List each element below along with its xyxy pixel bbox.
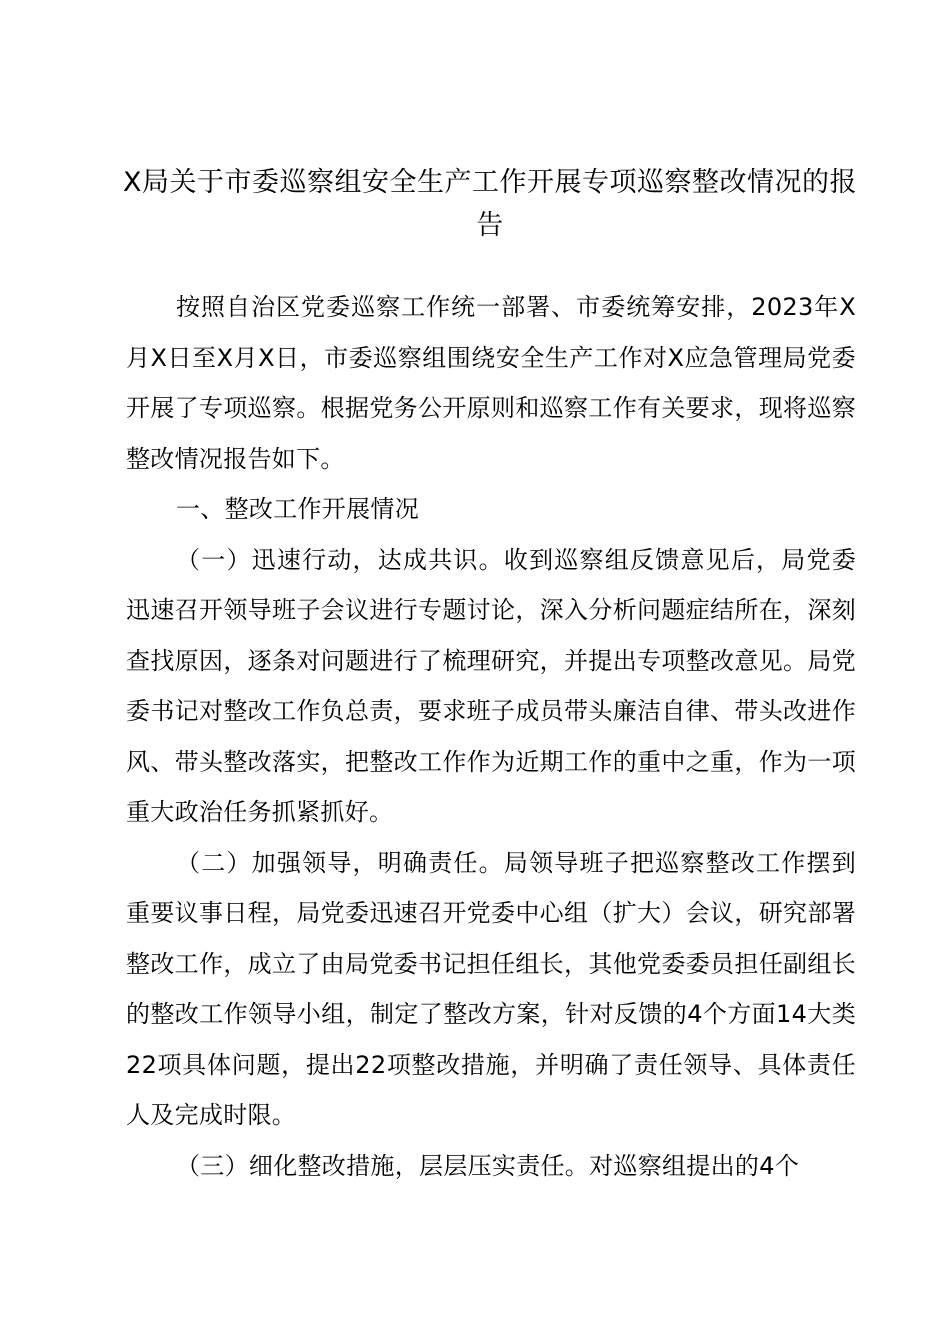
paragraph-item-3: （三）细化整改措施，层层压实责任。对巡察组提出的4个	[176, 1151, 800, 1180]
paragraph-item-1: （一）迅速行动，达成共识。收到巡察组反馈意见后，局党委迅速召开领导班子会议进行专题讨论，深入分析问题症结所在，深刻查找原因，逐条对问题进行了梳理研究，并提出专项整改意见。局党委书记对整改工作负总责，要求班子成员带头廉洁自律、带头改进作风、带头整改落实，把整改工作作为近期工作的重中之重，作为一项重大政治任务抓紧抓好。	[126, 545, 856, 826]
paragraph-intro: 按照自治区党委巡察工作统一部署、市委统筹安排，2023年X月X日至X月X日，市委巡察组围绕安全生产工作对X应急管理局党委开展了专项巡察。根据党务公开原则和巡察工作有关要求，现将巡察整改情况报告如下。	[126, 293, 856, 473]
document-body	[126, 282, 856, 1191]
paragraph-item-2: （二）加强领导，明确责任。局领导班子把巡察整改工作摆到重要议事日程，局党委迅速召开党委中心组（扩大）会议，研究部署整改工作，成立了由局党委书记担任组长，其他党委委员担任副组长的整改工作领导小组，制定了整改方案，针对反馈的4个方面14大类22项具体问题，提出22项整改措施，并明确了责任领导、具体责任人及完成时限。	[126, 848, 856, 1129]
document-title: X局关于市委巡察组安全生产工作开展专项巡察整改情况的报告	[123, 167, 857, 241]
section-heading: 一、整改工作开展情况	[176, 495, 419, 523]
